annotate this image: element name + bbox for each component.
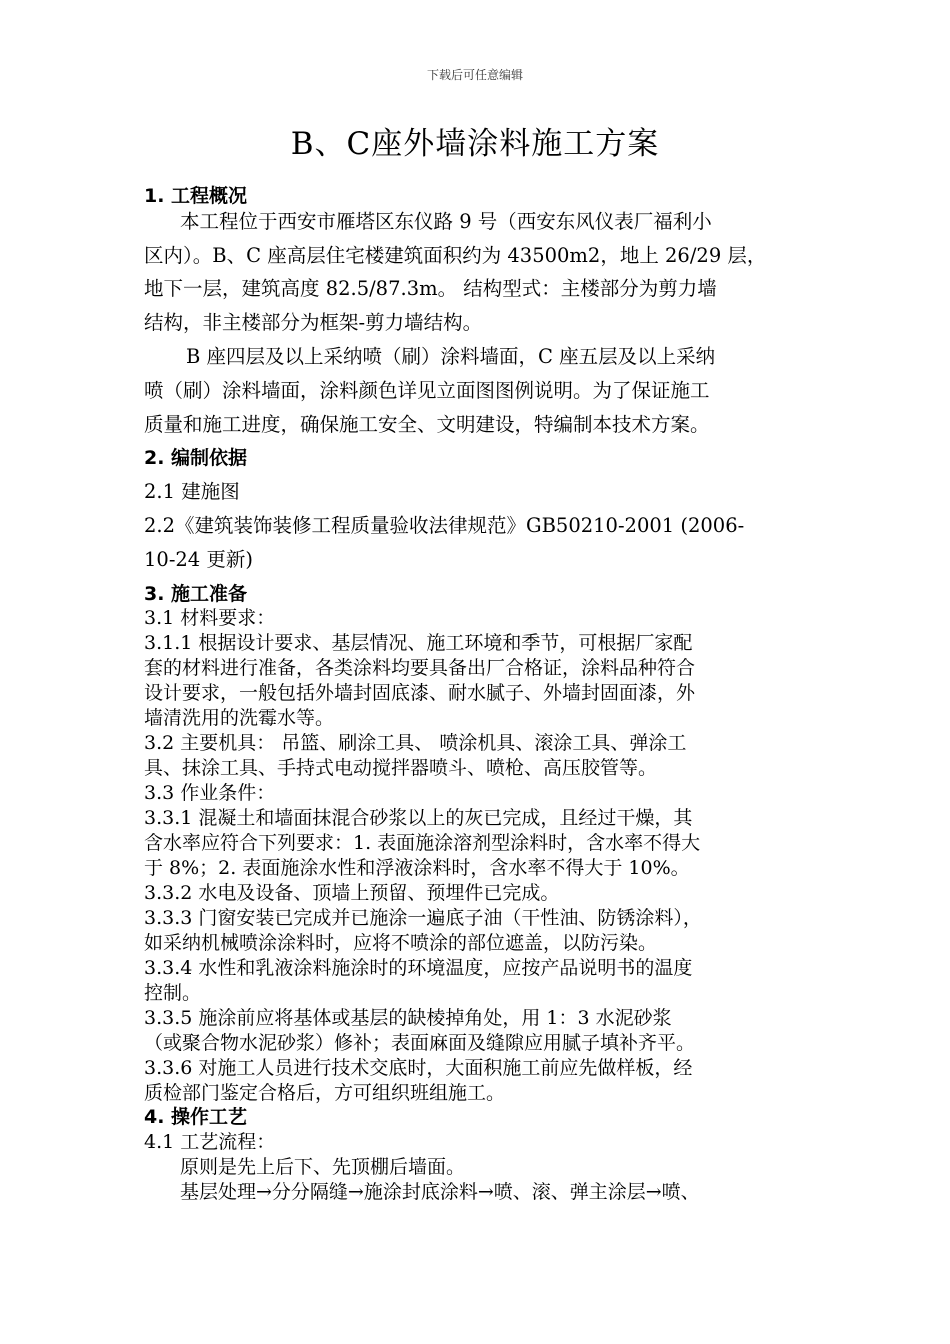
list-item: 3.3.3 门窗安装已完成并已施涂一遍底子油（干性油、防锈涂料），	[144, 907, 702, 929]
list-item: 3.3.5 施涂前应将基体或基层的缺棱掉角处，用 1：3 水泥砂浆	[144, 1007, 672, 1029]
list-item: 质检部门鉴定合格后，方可组织班组施工。	[144, 1082, 506, 1104]
list-item: 10-24 更新)	[144, 548, 254, 571]
list-item: 3.3.4 水性和乳液涂料施涂时的环境温度，应按产品说明书的温度	[144, 957, 693, 979]
section-heading-2: 2. 编制依据	[144, 447, 248, 469]
list-item: 3.2 主要机具： 吊篮、刷涂工具、 喷涂机具、滚涂工具、弹涂工	[144, 732, 687, 754]
list-item: 设计要求，一般包括外墙封固底漆、耐水腻子、外墙封固面漆，外	[144, 682, 696, 704]
paragraph-line: 地下一层，建筑高度 82.5/87.3m。 结构型式：主楼部分为剪力墙	[144, 277, 717, 300]
list-item: 于 8%；2. 表面施涂水性和浮液涂料时，含水率不得大于 10%。	[144, 857, 690, 879]
paragraph-line: 本工程位于西安市雁塔区东仪路 9 号（西安东风仪表厂福利小	[180, 210, 712, 233]
list-item: 2.1 建施图	[144, 480, 240, 503]
list-item: 墙清洗用的洗霉水等。	[144, 707, 335, 729]
paragraph-line: 质量和施工进度，确保施工安全、文明建设，特编制本技术方案。	[144, 413, 710, 436]
list-item: 2.2《建筑装饰装修工程质量验收法律规范》GB50210-2001 (2006-	[144, 514, 745, 537]
list-item: 3.1 材料要求：	[144, 607, 276, 629]
list-item: 如采纳机械喷涂涂料时，应将不喷涂的部位遮盖，以防污染。	[144, 932, 658, 954]
paragraph-line: 结构，非主楼部分为框架-剪力墙结构。	[144, 311, 483, 334]
list-item: 3.3 作业条件：	[144, 782, 276, 804]
list-item: 原则是先上后下、先顶棚后墙面。	[180, 1156, 466, 1178]
section-heading-4: 4. 操作工艺	[144, 1106, 248, 1128]
list-item: 3.3.6 对施工人员进行技术交底时，大面积施工前应先做样板，经	[144, 1057, 693, 1079]
list-item: 套的材料进行准备，各类涂料均要具备出厂合格证，涂料品种符合	[144, 657, 696, 679]
list-item: 基层处理→分分隔缝→施涂封底涂料→喷、滚、弹主涂层→喷、	[180, 1181, 700, 1203]
list-item: （或聚合物水泥砂浆）修补；表面麻面及缝隙应用腻子填补齐平。	[144, 1032, 696, 1054]
paragraph-line: 喷（刷）涂料墙面，涂料颜色详见立面图图例说明。为了保证施工	[144, 379, 710, 402]
paragraph-line: B 座四层及以上采纳喷（刷）涂料墙面，C 座五层及以上采纳	[186, 345, 716, 368]
list-item: 3.1.1 根据设计要求、基层情况、施工环境和季节，可根据厂家配	[144, 632, 693, 654]
list-item: 3.3.1 混凝土和墙面抹混合砂浆以上的灰已完成，且经过干燥，其	[144, 807, 693, 829]
list-item: 3.3.2 水电及设备、顶墙上预留、预埋件已完成。	[144, 882, 560, 904]
document-title: B、C座外墙涂料施工方案	[290, 126, 660, 162]
list-item: 4.1 工艺流程：	[144, 1131, 276, 1153]
list-item: 控制。	[144, 982, 202, 1004]
section-heading-3: 3. 施工准备	[144, 583, 248, 605]
section-heading-1: 1. 工程概况	[144, 185, 248, 207]
list-item: 含水率应符合下列要求：1. 表面施涂溶剂型涂料时，含水率不得大	[144, 832, 701, 854]
list-item: 具、抹涂工具、手持式电动搅拌器喷斗、喷枪、高压胶管等。	[144, 757, 658, 779]
paragraph-line: 区内）。B、C 座高层住宅楼建筑面积约为 43500m2，地上 26/29 层，	[144, 244, 767, 267]
watermark-text: 下载后可任意编辑	[426, 68, 523, 82]
